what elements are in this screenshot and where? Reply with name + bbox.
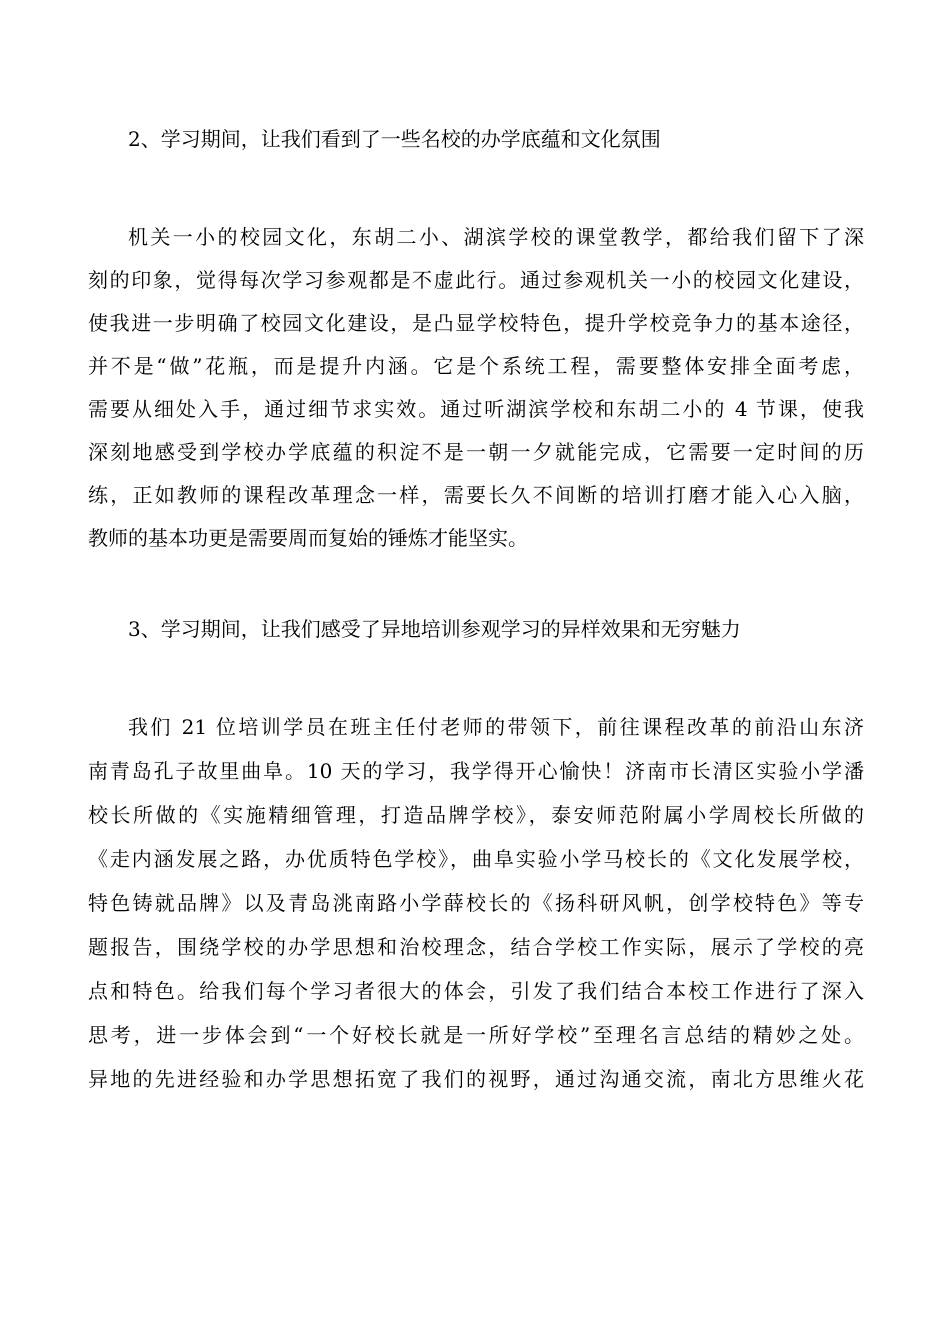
section-3-line-2: 南青岛孔子故里曲阜。10 天的学习，我学得开心愉快！济南市长清区实验小学潘 — [88, 759, 864, 783]
section-2-line-6: 深刻地感受到学校办学底蕴的积淀不是一朝一夕就能完成，它需要一定时间的历 — [88, 440, 864, 464]
section-2-line-7: 练，正如教师的课程改革理念一样，需要长久不间断的培训打磨才能入心入脑， — [88, 483, 864, 507]
section-3-line-8: 思考，进一步体会到“一个好校长就是一所好学校”至理名言总结的精妙之处。 — [88, 1023, 864, 1047]
section-2-line-5: 需要从细处入手，通过细节求实效。通过听湖滨学校和东胡二小的 4 节课，使我 — [88, 397, 864, 421]
section-3-line-1: 我们 21 位培训学员在班主任付老师的带领下，前往课程改革的前沿山东济 — [128, 715, 864, 739]
section-3-line-5: 特色铸就品牌》以及青岛洮南路小学薛校长的《扬科研风帆，创学校特色》等专 — [88, 891, 864, 915]
section-2-line-4: 并不是“做”花瓶，而是提升内涵。它是个系统工程，需要整体安排全面考虑， — [88, 354, 864, 378]
section-3-line-3: 校长所做的《实施精细管理，打造品牌学校》，泰安师范附属小学周校长所做的 — [88, 803, 864, 827]
section-2-line-8: 教师的基本功更是需要周而复始的锤炼才能坚实。 — [88, 526, 528, 550]
section-3-heading: 3、学习期间，让我们感受了异地培训参观学习的异样效果和无穷魅力 — [128, 617, 741, 641]
section-2-line-1: 机关一小的校园文化，东胡二小、湖滨学校的课堂教学，都给我们留下了深 — [128, 225, 864, 249]
section-3-line-4: 《走内涵发展之路，办优质特色学校》，曲阜实验小学马校长的《文化发展学校， — [88, 847, 864, 871]
section-2-line-3: 使我进一步明确了校园文化建设，是凸显学校特色，提升学校竞争力的基本途径， — [88, 311, 864, 335]
section-3-line-6: 题报告，围绕学校的办学思想和治校理念，结合学校工作实际，展示了学校的亮 — [88, 935, 864, 959]
section-2-heading: 2、学习期间，让我们看到了一些名校的办学底蕴和文化氛围 — [128, 127, 661, 151]
section-3-line-7: 点和特色。给我们每个学习者很大的体会，引发了我们结合本校工作进行了深入 — [88, 979, 864, 1003]
section-3-line-9: 异地的先进经验和办学思想拓宽了我们的视野，通过沟通交流，南北方思维火花 — [88, 1067, 864, 1091]
section-2-line-2: 刻的印象，觉得每次学习参观都是不虚此行。通过参观机关一小的校园文化建设， — [88, 268, 864, 292]
